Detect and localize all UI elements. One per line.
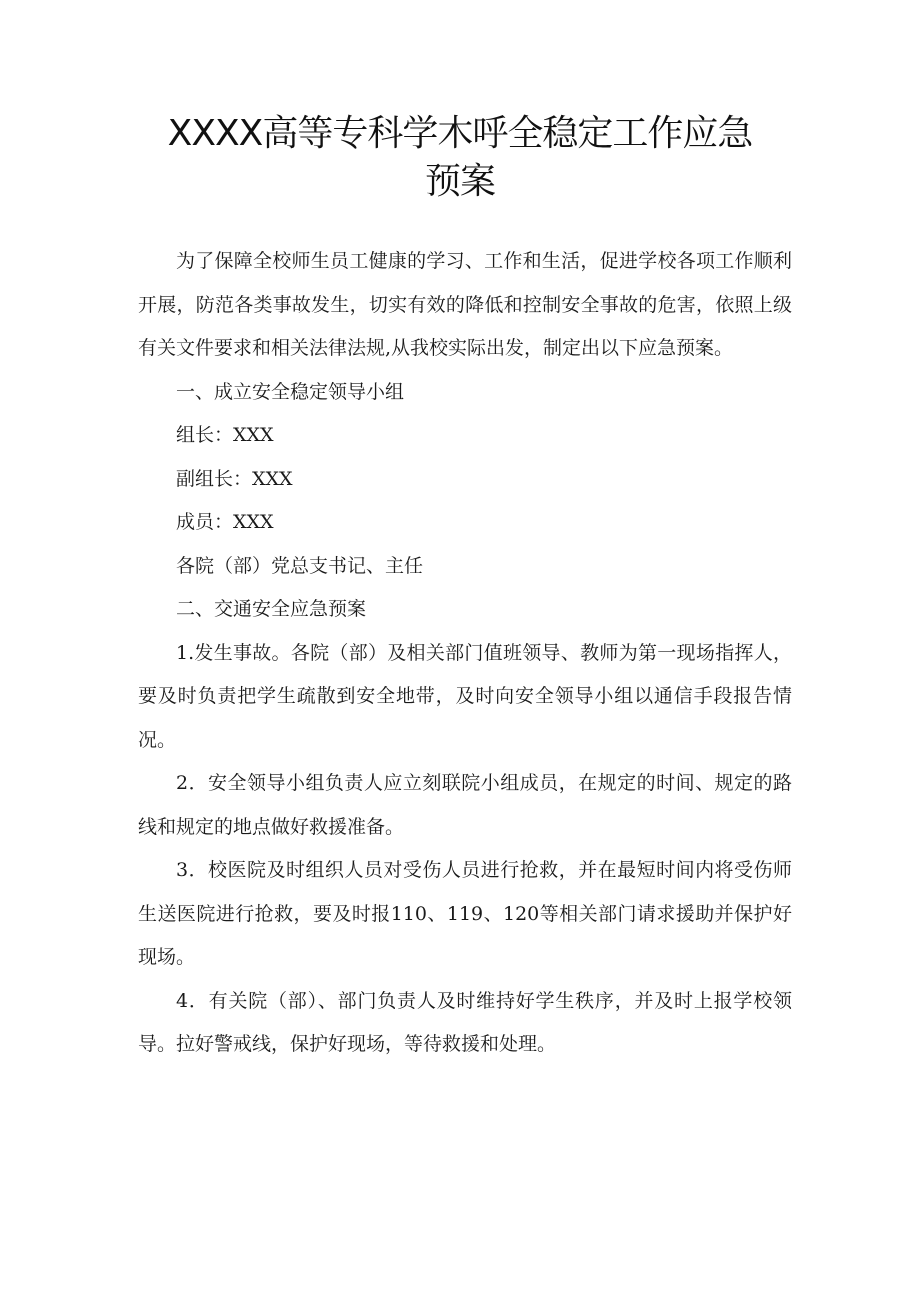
document-body	[138, 240, 792, 1067]
section-heading-leadership: 一、成立安全稳定领导小组	[176, 380, 405, 403]
deputy-leader-line: 副组长：XXX	[176, 467, 293, 490]
section-heading-traffic: 二、交通安全应急预案	[176, 598, 367, 620]
members-line: 成员：XXX	[176, 511, 274, 533]
title-line-2: 预案	[424, 161, 495, 202]
intro-paragraph: 为了保障全校师生员工健康的学习、工作和生活，促进学校各项工作顺利开展，防范各类事故发生，切实有效的降低和控制安全事故的危害，依照上级有关文件要求和相关法律法规,从我校实际出发，制定出以下应急预案。	[138, 250, 792, 359]
item-4-paragraph: 4．有关院（部）、部门负责人及时维持好学生秩序，并及时上报学校领导。拉好警戒线，保护好现场，等待救援和处理。	[138, 989, 792, 1055]
leader-line: 组长：XXX	[176, 424, 274, 446]
members-detail-line: 各院（部）党总支书记、主任	[176, 554, 424, 577]
item-1-paragraph: 1.发生事故。各院（部）及相关部门值班领导、教师为第一现场指挥人，要及时负责把学生疏散到安全地带，及时向安全领导小组以通信手段报告情况。	[138, 641, 792, 751]
item-2-paragraph: 2．安全领导小组负责人应立刻联院小组成员，在规定的时间、规定的路线和规定的地点做好救援准备。	[138, 772, 792, 838]
document-title	[130, 110, 790, 206]
item-3-paragraph: 3．校医院及时组织人员对受伤人员进行抢救，并在最短时间内将受伤师生送医院进行抢救，要及时报110、119、120等相关部门请求援助并保护好现场。	[138, 859, 792, 968]
title-line-1: XXXX高等专科学木呼全稳定工作应急	[167, 113, 753, 154]
